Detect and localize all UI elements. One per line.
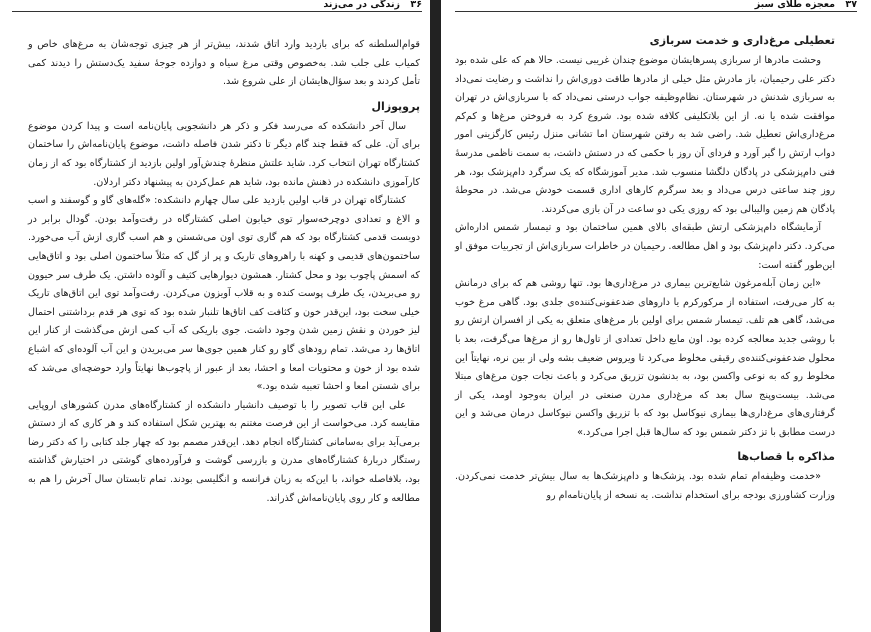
- paragraph: آزمایشگاه دام‌پزشکی ارتش طبقه‌ای بالای همین ساختمان بود و تیمسار شمس اداره‌اش می‌کرد. دکتر دام‌پزشک بود و اهل مطالعه. رحیمیان در خاطرات سربازی‌اش از تجربیات موفق او این‌طور گفته است:: [455, 222, 835, 271]
- right-header-rule: [455, 11, 857, 12]
- paragraph: کشتارگاه تهران در قاب اولین بازدید علی سال چهارم دانشکده: «گله‌های گاو و گوسفند و اسب و الاغ و تعدادی دوچرخه‌سوار توی خیابون اصلی کشتارگاه در رفت‌وآمد بودن. گودال برابر در دویست قدمی کشتارگاه بود که هم گاری توی اون می‌شستن و هم اسب گاری ازش آب می‌خورد. ساختمون‌های قدیمی و کهنه با راهروهای تاریک و پر از گل که مثلاً ساختمون اصلی بود و اتاق‌هایی که اسمش پاچوب بود و محل کشتار. همشون دیوارهایی کثیف و آلوده داشتن. یک طرف سر حیوون رو می‌بریدن، یک طرف پوست کنده و به قلاب آویزون می‌کردن. رفت‌وآمد توی این اتاق‌های تاریک خیلی سخت بود، این‌قدر خون و کثافت کف اتاق‌ها تلنبار شده بود که توی هر قدم برداشتنی احتمال لیز خوردن و نقش زمین شدن وجود داشت. جوی باریکی که آب کمی ازش می‌گذشت از کنار این اتاق‌ها رد می‌شد. تمام رودهای گاو رو کنار همین جوی‌ها سر می‌بریدن و این آب آلوده‌ای که اشباع شده بود از خون و محتویات امعا و احشا، بعد از عبور از پاچوب‌ها نهایتاً وارد حوضچه‌ای می‌شد که برای شستن امعا و احشا تعبیه شده بود.»: [28, 195, 420, 393]
- paragraph: «این زمان آبله‌مرغون شایع‌ترین بیماری در مرغ‌داری‌ها بود. تنها روشی هم که برای درمانش به کار می‌رفت، استفاده از مرکورکرم یا داروهای ضدعفونی‌کننده‌ی جلدی بود. گاهی مرغ خوب می‌شد، گاهی هم تلف. تیمسار شمس برای اولین بار مرغ‌های متعلق به یکی از افسران ارتش رو با روشی جدید معالجه کرده بود. اون مایع داخل تعدادی از تاول‌ها رو از مرغ‌ها می‌گرفت، بعد با محلول ضدعفونی‌کننده‌ی رقیقی مخلوط می‌کرد تا ویروس ضعیف بشه ولی از بین نره، نهایتاً این مخلوط رو که به نوعی واکسن بود، به بدنشون تزریق می‌کرد و باعث نجات جون مرغ‌های مبتلا می‌شد. بیست‌وپنج سال بعد که مرغ‌داری مدرن صنعتی در ایران به‌وجود اومد، یکی از گرفتاری‌های مرغ‌داری‌ها بیماری نیوکاسل بود که با تزریق واکسن نیوکاسل درمان می‌شد و این درست مطابق با تز دکتر شمس بود که سال‌ها قبل اجرا می‌کرد.»: [455, 278, 835, 438]
- section-heading-proposal: پروپوزال: [371, 99, 420, 113]
- right-page: [441, 0, 871, 632]
- left-page-number: ۳۶: [410, 0, 422, 10]
- right-page-body: [455, 32, 835, 506]
- paragraph: علی این قاب تصویر را با توصیف دانشیار دانشکده از کشتارگاه‌های مدرن کشورهای اروپایی مقایسه کرد. می‌خواست از این فرصت مغتنم به بهترین شکل استفاده کند و هر کاری که از دستش برمی‌آید برای به‌سامانی کشتارگاه انجام دهد. این‌قدر مصمم بود که چهار جلد کتابی را که دکتر رضا رستگار دربارهٔ کشتارگاه‌های مدرن و بازرسی گوشت و فرآورده‌های گوشتی در اختیارش گذاشته بود، بلافاصله خواند، با این‌که به زبان فرانسه و انگلیسی بودند. تمام تابستان سال آخرش را هم به مطالعه و کار روی پایان‌نامه‌اش گذراند.: [28, 399, 420, 504]
- left-running-title: زندگی در می‌زند: [323, 0, 400, 10]
- book-gutter: [430, 0, 441, 632]
- paragraph: سال آخر دانشکده که می‌رسد فکر و ذکر هر دانشجویی پایان‌نامه است و پیدا کردن موضوع برای آن. علی که فقط چند گام دیگر تا دکتر شدن فاصله داشت، موضوع پایان‌نامه‌اش را ساختمان کشتارگاه تهران انتخاب کرد. شاید علتش منظرهٔ چندش‌آور اولین بازدید از کشتارگاه بود که از زمان کارآموزی دانشکده در ذهنش مانده بود، شاید هم عمل‌کردن به پیشنهاد دکتر اردلان.: [28, 120, 420, 188]
- right-page-number: ۳۷: [845, 0, 857, 10]
- paragraph-intro: قوام‌السلطنه که برای بازدید وارد اتاق شدند، بیش‌تر از هر چیزی توجه‌شان به مرغ‌های خاص و کمیاب علی جلب شد. به‌خصوص وقتی مرغ سیاه و دوازده جوجهٔ سفید یک‌دستش را دیدند کمی تأمل کردند و بعد سؤال‌هایشان از علی شروع شد.: [28, 39, 420, 88]
- left-page: [0, 0, 430, 632]
- left-page-body: [28, 36, 420, 508]
- section-heading-military-service: تعطیلی مرغ‌داری و خدمت سربازی: [649, 34, 835, 47]
- right-running-title: معجزه طلای سبز: [754, 0, 835, 10]
- paragraph: «خدمت وظیفه‌ام تمام شده بود. پزشک‌ها و دام‌پزشک‌ها به سال بیش‌تر خدمت نمی‌کردن. وزارت کشاورزی بودجه برای استخدام نداشت. یه نسخه از پایان‌نامه‌ام رو: [455, 471, 835, 502]
- paragraph: وحشت مادرها از سربازی پسرهایشان موضوع چندان غریبی نیست. حالا هم که علی شده بود دکتر علی رحیمیان، باز مادرش مثل خیلی از مادرها طاقت دوری‌اش را نداشت و رضایت نمی‌داد به سربازی شدنش در شهرستان. نظام‌وظیفه جواب درستی نمی‌داد که با سربازی‌اش در تهران موافقت شده یا نه. از این بلاتکلیفی کلافه شده بود. شروع کرد به فروختن مرغ‌ها و کم‌کم مرغ‌داری‌اش تعطیل شد. راضی شد به رفتن شهرستان اما تشانی منزل رئیس کارگزینی امور دواب ارتش را گیر آورد و فردای آن روز با حکمی که در دستش داشت، به سمت ناظمی مدرسهٔ فنی دام‌پزشکی در پادگان دلگشا منسوب شد. مدیر آموزشگاه که یک سرگرد دام‌پزشک بود، هر روز چند ساعتی درس می‌داد و بعد سرگرم کارهای اداری قسمت خودش می‌شد. در محوطهٔ پادگان هم زمین والیبالی بود که روزی یکی دو ساعت در آن بازی می‌کردند.: [455, 55, 835, 215]
- left-header-rule: [12, 11, 422, 12]
- section-heading-negotiation: مذاکره با قصاب‌ها: [737, 450, 835, 464]
